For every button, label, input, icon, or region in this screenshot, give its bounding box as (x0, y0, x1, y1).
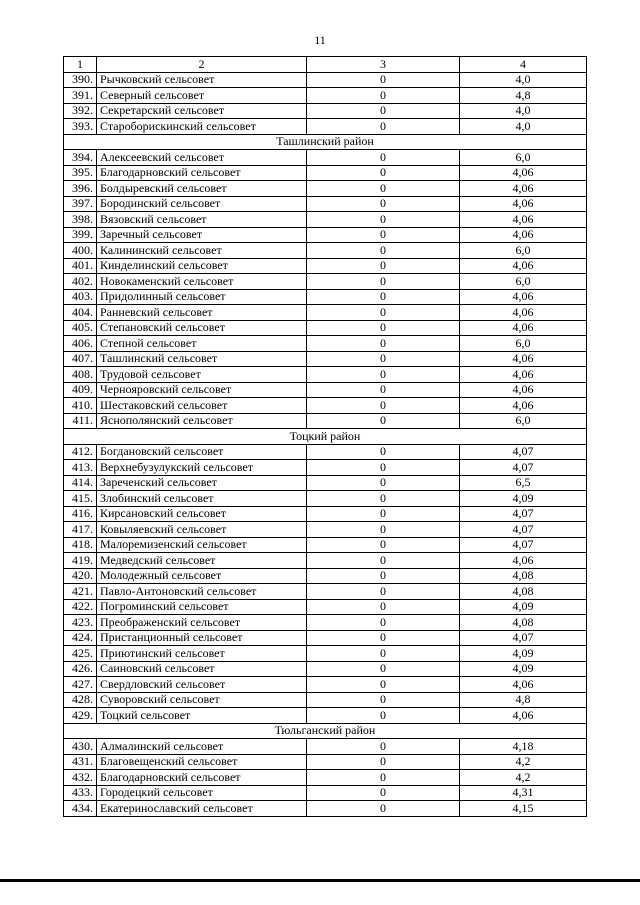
table-row (64, 692, 587, 708)
column-3-value: 0 (307, 630, 460, 646)
row-number: 422. (64, 599, 97, 615)
column-3-value: 0 (307, 444, 460, 460)
table-row (64, 599, 587, 615)
table-row (64, 537, 587, 553)
column-3-value: 0 (307, 568, 460, 584)
column-4-value: 4,07 (460, 630, 587, 646)
column-4-value: 4,2 (460, 770, 587, 786)
table-row (64, 506, 587, 522)
settlement-name: Свердловский сельсовет (97, 677, 307, 693)
settlement-name: Саиновский сельсовет (97, 661, 307, 677)
column-3-value: 0 (307, 88, 460, 104)
table-row (64, 243, 587, 259)
data-table (63, 56, 587, 817)
settlement-name: Новокаменский сельсовет (97, 274, 307, 290)
column-4-value: 4,09 (460, 491, 587, 507)
settlement-name: Бородинский сельсовет (97, 196, 307, 212)
table-row (64, 103, 587, 119)
settlement-name: Степной сельсовет (97, 336, 307, 352)
settlement-name: Благодарновский сельсовет (97, 770, 307, 786)
settlement-name: Молодежный сельсовет (97, 568, 307, 584)
row-number: 414. (64, 475, 97, 491)
settlement-name: Кирсановский сельсовет (97, 506, 307, 522)
column-4-value: 4,18 (460, 739, 587, 755)
table-row (64, 801, 587, 817)
column-4-value: 4,15 (460, 801, 587, 817)
table-row (64, 165, 587, 181)
table-row (64, 444, 587, 460)
settlement-name: Чернояровский сельсовет (97, 382, 307, 398)
column-4-value: 4,06 (460, 258, 587, 274)
settlement-name: Калининский сельсовет (97, 243, 307, 259)
table-row (64, 661, 587, 677)
column-3-value: 0 (307, 677, 460, 693)
row-number: 415. (64, 491, 97, 507)
column-4-value: 4,0 (460, 103, 587, 119)
section-title: Ташлинский район (64, 134, 587, 150)
section-row (64, 723, 587, 739)
row-number: 421. (64, 584, 97, 600)
settlement-name: Городецкий сельсовет (97, 785, 307, 801)
row-number: 426. (64, 661, 97, 677)
table-row (64, 72, 587, 88)
table-row (64, 754, 587, 770)
table-row (64, 274, 587, 290)
column-4-value: 6,5 (460, 475, 587, 491)
row-number: 432. (64, 770, 97, 786)
table-row (64, 739, 587, 755)
column-4-value: 4,31 (460, 785, 587, 801)
column-3-value: 0 (307, 305, 460, 321)
section-title: Тюльганский район (64, 723, 587, 739)
header-row (64, 57, 587, 73)
settlement-name: Придолинный сельсовет (97, 289, 307, 305)
column-3-value: 0 (307, 491, 460, 507)
table-row (64, 677, 587, 693)
column-4-value: 4,06 (460, 553, 587, 569)
page-number: 11 (314, 33, 326, 47)
table-row (64, 367, 587, 383)
settlement-name: Степановский сельсовет (97, 320, 307, 336)
column-4-value: 4,06 (460, 320, 587, 336)
settlement-name: Благодарновский сельсовет (97, 165, 307, 181)
column-4-value: 4,08 (460, 584, 587, 600)
row-number: 434. (64, 801, 97, 817)
table-row (64, 646, 587, 662)
column-header: 2 (97, 57, 307, 73)
column-3-value: 0 (307, 351, 460, 367)
row-number: 403. (64, 289, 97, 305)
column-3-value: 0 (307, 692, 460, 708)
settlement-name: Суворовский сельсовет (97, 692, 307, 708)
table-row (64, 305, 587, 321)
row-number: 423. (64, 615, 97, 631)
column-4-value: 6,0 (460, 274, 587, 290)
column-3-value: 0 (307, 196, 460, 212)
settlement-name: Верхнебузулукский сельсовет (97, 460, 307, 476)
row-number: 396. (64, 181, 97, 197)
row-number: 411. (64, 413, 97, 429)
column-3-value: 0 (307, 320, 460, 336)
column-3-value: 0 (307, 367, 460, 383)
column-4-value: 4,8 (460, 88, 587, 104)
settlement-name: Тоцкий сельсовет (97, 708, 307, 724)
column-4-value: 4,06 (460, 708, 587, 724)
column-3-value: 0 (307, 770, 460, 786)
column-3-value: 0 (307, 258, 460, 274)
settlement-name: Погроминский сельсовет (97, 599, 307, 615)
bottom-rule (0, 879, 640, 882)
column-4-value: 4,8 (460, 692, 587, 708)
row-number: 392. (64, 103, 97, 119)
table-row (64, 382, 587, 398)
row-number: 410. (64, 398, 97, 414)
table-row (64, 212, 587, 228)
row-number: 394. (64, 150, 97, 166)
row-number: 427. (64, 677, 97, 693)
column-header: 3 (307, 57, 460, 73)
column-4-value: 4,07 (460, 537, 587, 553)
column-3-value: 0 (307, 475, 460, 491)
table-row (64, 770, 587, 786)
settlement-name: Заречный сельсовет (97, 227, 307, 243)
table-row (64, 708, 587, 724)
settlement-name: Болдыревский сельсовет (97, 181, 307, 197)
settlement-name: Ранневский сельсовет (97, 305, 307, 321)
column-4-value: 4,2 (460, 754, 587, 770)
section-row (64, 429, 587, 445)
row-number: 430. (64, 739, 97, 755)
section-title: Тоцкий район (64, 429, 587, 445)
table-row (64, 522, 587, 538)
settlement-name: Богдановский сельсовет (97, 444, 307, 460)
settlement-name: Секретарский сельсовет (97, 103, 307, 119)
column-4-value: 4,0 (460, 72, 587, 88)
row-number: 408. (64, 367, 97, 383)
row-number: 406. (64, 336, 97, 352)
row-number: 407. (64, 351, 97, 367)
table-row (64, 413, 587, 429)
column-4-value: 4,07 (460, 522, 587, 538)
column-3-value: 0 (307, 506, 460, 522)
settlement-name: Вязовский сельсовет (97, 212, 307, 228)
row-number: 429. (64, 708, 97, 724)
row-number: 402. (64, 274, 97, 290)
column-3-value: 0 (307, 119, 460, 135)
column-3-value: 0 (307, 553, 460, 569)
row-number: 401. (64, 258, 97, 274)
column-3-value: 0 (307, 801, 460, 817)
table-row (64, 196, 587, 212)
settlement-name: Кинделинский сельсовет (97, 258, 307, 274)
settlement-name: Рычковский сельсовет (97, 72, 307, 88)
column-4-value: 4,06 (460, 181, 587, 197)
row-number: 431. (64, 754, 97, 770)
column-4-value: 4,06 (460, 382, 587, 398)
column-4-value: 4,0 (460, 119, 587, 135)
column-3-value: 0 (307, 289, 460, 305)
row-number: 391. (64, 88, 97, 104)
column-4-value: 4,07 (460, 444, 587, 460)
column-4-value: 4,06 (460, 165, 587, 181)
settlement-name: Приютинский сельсовет (97, 646, 307, 662)
row-number: 433. (64, 785, 97, 801)
settlement-name: Алексеевский сельсовет (97, 150, 307, 166)
settlement-name: Преображенский сельсовет (97, 615, 307, 631)
table-row (64, 289, 587, 305)
row-number: 413. (64, 460, 97, 476)
table-row (64, 460, 587, 476)
row-number: 417. (64, 522, 97, 538)
column-4-value: 6,0 (460, 336, 587, 352)
row-number: 425. (64, 646, 97, 662)
column-4-value: 4,06 (460, 196, 587, 212)
row-number: 399. (64, 227, 97, 243)
column-4-value: 6,0 (460, 413, 587, 429)
column-3-value: 0 (307, 150, 460, 166)
row-number: 409. (64, 382, 97, 398)
settlement-name: Павло-Антоновский сельсовет (97, 584, 307, 600)
table-row (64, 258, 587, 274)
table-row (64, 336, 587, 352)
column-4-value: 6,0 (460, 150, 587, 166)
column-3-value: 0 (307, 72, 460, 88)
column-4-value: 4,07 (460, 506, 587, 522)
column-4-value: 4,06 (460, 398, 587, 414)
settlement-name: Шестаковский сельсовет (97, 398, 307, 414)
row-number: 424. (64, 630, 97, 646)
column-3-value: 0 (307, 227, 460, 243)
column-4-value: 4,08 (460, 568, 587, 584)
settlement-name: Трудовой сельсовет (97, 367, 307, 383)
row-number: 428. (64, 692, 97, 708)
table-row (64, 615, 587, 631)
settlement-name: Северный сельсовет (97, 88, 307, 104)
settlement-name: Малоремизенский сельсовет (97, 537, 307, 553)
table-row (64, 553, 587, 569)
table-row (64, 320, 587, 336)
column-3-value: 0 (307, 522, 460, 538)
column-4-value: 4,09 (460, 661, 587, 677)
row-number: 395. (64, 165, 97, 181)
table-row (64, 475, 587, 491)
column-3-value: 0 (307, 584, 460, 600)
row-number: 400. (64, 243, 97, 259)
column-4-value: 4,07 (460, 460, 587, 476)
table-row (64, 351, 587, 367)
column-4-value: 4,06 (460, 351, 587, 367)
settlement-name: Яснополянский сельсовет (97, 413, 307, 429)
row-number: 412. (64, 444, 97, 460)
column-3-value: 0 (307, 398, 460, 414)
column-3-value: 0 (307, 243, 460, 259)
column-4-value: 6,0 (460, 243, 587, 259)
column-3-value: 0 (307, 646, 460, 662)
table-row (64, 491, 587, 507)
table-row (64, 150, 587, 166)
row-number: 416. (64, 506, 97, 522)
settlement-name: Пристанционный сельсовет (97, 630, 307, 646)
table-row (64, 119, 587, 135)
column-4-value: 4,09 (460, 599, 587, 615)
row-number: 398. (64, 212, 97, 228)
column-3-value: 0 (307, 336, 460, 352)
column-3-value: 0 (307, 599, 460, 615)
column-3-value: 0 (307, 212, 460, 228)
column-4-value: 4,06 (460, 227, 587, 243)
column-4-value: 4,06 (460, 289, 587, 305)
column-3-value: 0 (307, 739, 460, 755)
table-row (64, 584, 587, 600)
settlement-name: Алмалинский сельсовет (97, 739, 307, 755)
row-number: 397. (64, 196, 97, 212)
table-row (64, 227, 587, 243)
row-number: 420. (64, 568, 97, 584)
section-row (64, 134, 587, 150)
table-row (64, 88, 587, 104)
column-3-value: 0 (307, 615, 460, 631)
table-row (64, 568, 587, 584)
column-3-value: 0 (307, 274, 460, 290)
column-3-value: 0 (307, 754, 460, 770)
settlement-name: Зареченский сельсовет (97, 475, 307, 491)
settlement-name: Благовещенский сельсовет (97, 754, 307, 770)
column-3-value: 0 (307, 165, 460, 181)
column-3-value: 0 (307, 103, 460, 119)
column-3-value: 0 (307, 181, 460, 197)
settlement-name: Екатеринославский сельсовет (97, 801, 307, 817)
table-body (64, 57, 587, 817)
column-3-value: 0 (307, 413, 460, 429)
column-3-value: 0 (307, 382, 460, 398)
settlement-name: Злобинский сельсовет (97, 491, 307, 507)
column-3-value: 0 (307, 460, 460, 476)
table-row (64, 181, 587, 197)
settlement-name: Медведский сельсовет (97, 553, 307, 569)
row-number: 393. (64, 119, 97, 135)
table-row (64, 630, 587, 646)
row-number: 390. (64, 72, 97, 88)
column-3-value: 0 (307, 661, 460, 677)
row-number: 418. (64, 537, 97, 553)
table-row (64, 785, 587, 801)
column-3-value: 0 (307, 537, 460, 553)
row-number: 419. (64, 553, 97, 569)
column-4-value: 4,06 (460, 212, 587, 228)
table-row (64, 398, 587, 414)
column-header: 4 (460, 57, 587, 73)
settlement-name: Ташлинский сельсовет (97, 351, 307, 367)
settlement-name: Староборискинский сельсовет (97, 119, 307, 135)
column-4-value: 4,06 (460, 367, 587, 383)
column-4-value: 4,06 (460, 305, 587, 321)
row-number: 405. (64, 320, 97, 336)
row-number: 404. (64, 305, 97, 321)
column-4-value: 4,06 (460, 677, 587, 693)
column-4-value: 4,08 (460, 615, 587, 631)
column-header: 1 (64, 57, 97, 73)
settlement-name: Ковыляевский сельсовет (97, 522, 307, 538)
column-3-value: 0 (307, 708, 460, 724)
column-4-value: 4,09 (460, 646, 587, 662)
column-3-value: 0 (307, 785, 460, 801)
